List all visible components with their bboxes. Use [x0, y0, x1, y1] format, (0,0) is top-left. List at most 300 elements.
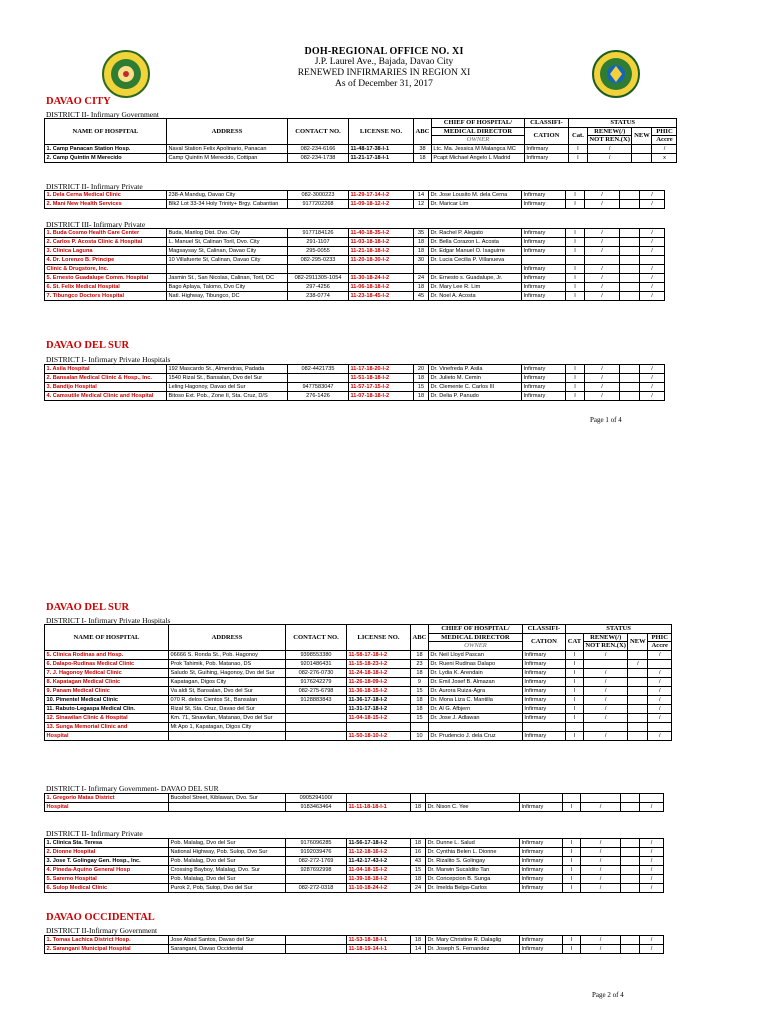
classification: Infirmary: [520, 857, 563, 866]
table-row: [45, 945, 664, 954]
table-row: [45, 247, 665, 256]
doh-seal-icon: [102, 50, 150, 98]
new-status: [621, 875, 640, 884]
renew-status: /: [585, 283, 620, 292]
hospital-table: [44, 364, 665, 401]
new-status: [621, 803, 640, 812]
license-number: 11-53-18-18-I-1: [347, 936, 411, 945]
contact-number: 291-1107: [288, 238, 349, 247]
contact-number: 9177202268: [288, 200, 349, 209]
hospital-name: 6. St. Felix Medical Hospital: [45, 283, 167, 292]
renew-status: /: [583, 668, 628, 677]
abc-beds: 15: [414, 383, 429, 392]
col-owner: OWNER: [466, 136, 490, 144]
renew-status: [585, 256, 620, 265]
address: Pob. Malalag, Dvo del Sur: [169, 839, 286, 848]
contact-number: 297-4256: [288, 283, 349, 292]
renew-status: /: [585, 229, 620, 238]
phic-accreditation: /: [640, 839, 664, 848]
abc-beds: 18: [414, 153, 432, 162]
license-number: 11-50-18-10-I-2: [347, 731, 411, 740]
phic-accreditation: /: [648, 704, 672, 713]
contact-number: 082-234-6166: [288, 144, 349, 153]
new-status: [620, 383, 640, 392]
contact-number: [288, 374, 349, 383]
col-abc: ABC: [411, 625, 429, 651]
renew-status: /: [587, 153, 632, 162]
phic-accreditation: /: [640, 945, 664, 954]
table-row: [45, 857, 664, 866]
report-date: As of December 31, 2017: [335, 79, 433, 89]
address: Crossing Bayboy, Malalag, Dvo. Sur: [169, 866, 286, 875]
contact-number: [286, 945, 347, 954]
col-chief: CHIEF OF HOSPITAL/: [431, 119, 524, 128]
phic-accreditation: [640, 794, 664, 803]
phic-accreditation: /: [640, 392, 665, 401]
contact-number: 082-4421735: [288, 365, 349, 374]
contact-number: 9183463464: [286, 803, 347, 812]
license-number: 11-26-18-09-I-2: [347, 677, 411, 686]
hospital-name: 2. Mani New Health Services: [45, 200, 167, 209]
license-number: 11-57-17-15-I-2: [349, 383, 414, 392]
license-number: 11-31-17-18-I-2: [347, 704, 411, 713]
chief-of-hospital: Dr. Rueni Rudinas Dalapo: [428, 659, 522, 668]
category: I: [565, 659, 583, 668]
license-number: 11-17-18-20-I-2: [349, 365, 414, 374]
address: Bucobol Street, Kiblawan, Dvo. Sur: [169, 794, 286, 803]
col-owner: OWNER: [464, 642, 487, 650]
phic-accreditation: /: [640, 274, 665, 283]
abc-beds: 24: [414, 274, 429, 283]
renew-status: /: [585, 374, 620, 383]
col-cat: CAT: [565, 633, 583, 650]
renew-status: /: [585, 274, 620, 283]
col-name: NAME OF HOSPITAL: [45, 119, 167, 145]
category: I: [566, 229, 585, 238]
chief-of-hospital: Dr. Lucia Cecilia P. Villanueva: [429, 256, 522, 265]
chief-of-hospital: Dr. Jose J. Adlawan: [428, 713, 522, 722]
chief-of-hospital: [428, 722, 522, 731]
contact-number: [286, 875, 347, 884]
address: Jose Abad Santos, Davao del Sur: [169, 936, 286, 945]
hospital-name: 6. Sulop Medical Clinic: [45, 884, 169, 893]
new-status: [628, 731, 648, 740]
chief-of-hospital: Dr. Lydia K. Arendain: [428, 668, 522, 677]
abc-beds: 15: [411, 686, 429, 695]
address: Pob. Malalag, Dvo del Sur: [169, 857, 286, 866]
renew-status: [583, 659, 628, 668]
category: I: [566, 191, 585, 200]
contact-number: 0905294100/: [286, 794, 347, 803]
address: Natl. Highway, Tibungco, DC: [167, 292, 288, 301]
col-renew: RENEW(/): [583, 633, 628, 642]
renew-status: /: [581, 945, 621, 954]
classification: Infirmary: [522, 668, 565, 677]
phic-accreditation: /: [640, 200, 665, 209]
category: I: [565, 731, 583, 740]
renew-status: /: [581, 936, 621, 945]
classification: Infirmary: [520, 884, 563, 893]
district-title: DISTRICT II- Infirmary Private: [46, 829, 143, 838]
category: I: [563, 866, 581, 875]
license-number: 11-21-18-18-I-2: [349, 247, 414, 256]
table-row: [45, 839, 664, 848]
abc-beds: [411, 794, 426, 803]
col-class-2: CATION: [524, 127, 568, 144]
new-status: [628, 722, 648, 731]
hospital-table-header: [44, 624, 672, 741]
hospital-name: 12. Sinawilan Clinic & Hospital: [45, 713, 169, 722]
phic-accreditation: /: [640, 803, 664, 812]
chief-of-hospital: Dr. Edgar Manuel O. Isaguirre: [429, 247, 522, 256]
classification: Infirmary: [522, 695, 565, 704]
renew-status: /: [581, 839, 621, 848]
abc-beds: 38: [414, 144, 432, 153]
address: Va aldi St, Bansalan, Dvo del Sur: [169, 686, 286, 695]
address: [169, 803, 286, 812]
col-chief: CHIEF OF HOSPITAL/: [428, 625, 522, 634]
address: Camp Quintin M Merecido, Cottipan: [167, 153, 288, 162]
chief-of-hospital: Dr. Neil Lloyd Pascan: [428, 650, 522, 659]
hospital-name: Hospital: [45, 731, 169, 740]
new-status: [621, 884, 640, 893]
hospital-name: 1. Gregorio Matas District: [45, 794, 169, 803]
chief-of-hospital: Ltc. Ma. Jessica M Malangca MC: [431, 144, 524, 153]
table-row: [45, 803, 664, 812]
address: Km. 71, Sinawilan, Matanao, Dvo del Sur: [169, 713, 286, 722]
hospital-name: 7. J. Hagonoy Medical Clinic: [45, 668, 169, 677]
category: I: [563, 945, 581, 954]
col-status: STATUS: [565, 625, 671, 634]
phic-accreditation: /: [640, 283, 665, 292]
hospital-name: 1. Tomas Lachica District Hosp.: [45, 936, 169, 945]
contact-number: 9201486431: [286, 659, 347, 668]
new-status: [620, 292, 640, 301]
abc-beds: 18: [411, 668, 429, 677]
table-row: [45, 265, 665, 274]
license-number: 11-04-18-15-I-2: [347, 866, 411, 875]
address: 070 R. delos Cientos St., Bansalan: [169, 695, 286, 704]
new-status: [620, 283, 640, 292]
hospital-name: 1. Buda Cosmo Health Care Center: [45, 229, 167, 238]
table-row: [45, 686, 672, 695]
hospital-name: 8. Kapatagan Medical Clinic: [45, 677, 169, 686]
renew-status: /: [581, 884, 621, 893]
new-status: [621, 936, 640, 945]
abc-beds: 9: [411, 677, 429, 686]
category: I: [568, 153, 587, 162]
contact-number: [286, 704, 347, 713]
phic-accreditation: /: [640, 229, 665, 238]
phic-accreditation: /: [640, 884, 664, 893]
new-status: [628, 695, 648, 704]
license-number: 11-48-17-38-I-1: [349, 144, 414, 153]
phic-accreditation: /: [640, 857, 664, 866]
address: Rizal St, Sta. Cruz, Davao del Sur: [169, 704, 286, 713]
category: I: [565, 695, 583, 704]
renew-status: /: [585, 392, 620, 401]
contact-number: 9176096285: [286, 839, 347, 848]
district-title: DISTRICT I- Infirmary Private Hospitals: [46, 616, 171, 625]
license-number: 11-51-18-18-I-2: [349, 374, 414, 383]
license-number: 11-09-18-12-I-2: [349, 200, 414, 209]
chief-of-hospital: Dr. Clemente C. Carlos III: [429, 383, 522, 392]
phic-accreditation: /: [648, 713, 672, 722]
chief-of-hospital: Dr. Julieto M. Cemin: [429, 374, 522, 383]
renew-status: /: [585, 265, 620, 274]
chief-of-hospital: Dr. Marwin Sucaldito Tan: [426, 866, 520, 875]
chief-of-hospital: [429, 265, 522, 274]
table-row: [45, 722, 672, 731]
col-new: NEW: [632, 127, 652, 144]
col-class-2: CATION: [522, 633, 565, 650]
new-status: [620, 200, 640, 209]
phic-accreditation: [648, 659, 672, 668]
abc-beds: 14: [411, 945, 426, 954]
table-row: [45, 848, 664, 857]
chief-of-hospital: Dr. Bella Corazon L. Acosta: [429, 238, 522, 247]
chief-of-hospital: Dr. Prudencio J. dela Cruz: [428, 731, 522, 740]
address: Buda, Marilog Dist. Dvo. City: [167, 229, 288, 238]
hospital-name: Hospital: [45, 803, 169, 812]
abc-beds: [414, 265, 429, 274]
address: Jasmin St., San Nicolas, Calinan, Toril, DC: [167, 274, 288, 283]
renew-status: /: [583, 650, 628, 659]
category: I: [565, 704, 583, 713]
abc-beds: 18: [414, 247, 429, 256]
col-phic-2: Accre: [648, 642, 672, 651]
category: I: [563, 839, 581, 848]
abc-beds: 16: [411, 848, 426, 857]
renew-status: /: [585, 238, 620, 247]
address: 10 Villafuerte St, Calinan, Davao City: [167, 256, 288, 265]
table-row: [45, 191, 665, 200]
contact-number: [286, 936, 347, 945]
category: I: [566, 392, 585, 401]
district-title: DISTRICT III- Infirmary Private: [46, 220, 146, 229]
table-row: [45, 238, 665, 247]
region-title: DAVAO OCCIDENTAL: [46, 912, 155, 923]
col-license: LICENSE NO.: [349, 119, 414, 145]
address: [167, 265, 288, 274]
classification: Infirmary: [522, 686, 565, 695]
renew-status: /: [581, 803, 621, 812]
chief-of-hospital: Dr. Emil Josef B. Almazan: [428, 677, 522, 686]
new-status: [620, 265, 640, 274]
page-2: [0, 532, 768, 1024]
phic-accreditation: /: [640, 191, 665, 200]
address: Bitoso Ext. Pob., Zone II, Sta. Cruz, D/S: [167, 392, 288, 401]
category: [563, 794, 581, 803]
license-number: 11-20-18-30-I-2: [349, 256, 414, 265]
new-status: [620, 247, 640, 256]
renew-status: [583, 722, 628, 731]
license-number: 11-39-18-18-I-2: [347, 875, 411, 884]
phic-accreditation: /: [648, 686, 672, 695]
category: I: [563, 803, 581, 812]
abc-beds: [411, 722, 429, 731]
table-row: [45, 713, 672, 722]
category: I: [565, 668, 583, 677]
new-status: [628, 686, 648, 695]
contact-number: [286, 713, 347, 722]
abc-beds: 12: [414, 200, 429, 209]
abc-beds: 18: [411, 650, 429, 659]
table-row: [45, 704, 672, 713]
table-row: [45, 283, 665, 292]
classification: Infirmary: [524, 144, 568, 153]
contact-number: 276-1426: [288, 392, 349, 401]
hospital-table: [44, 190, 665, 209]
table-row: [45, 229, 665, 238]
contact-number: 082-272-0318: [286, 884, 347, 893]
table-row: [45, 884, 664, 893]
category: I: [566, 200, 585, 209]
page-gap: [0, 498, 768, 532]
phic-accreditation: /: [640, 848, 664, 857]
region-title: DAVAO DEL SUR: [46, 340, 130, 351]
contact-number: 082-275-6798: [286, 686, 347, 695]
office-address: J.P. Laurel Ave., Bajada, Davao City: [314, 57, 454, 67]
phic-accreditation: /: [652, 144, 677, 153]
classification: Infirmary: [522, 274, 566, 283]
table-row: [45, 144, 677, 153]
abc-beds: 20: [414, 365, 429, 374]
hospital-name: Clinic & Drugstore, Inc.: [45, 265, 167, 274]
renew-status: /: [585, 292, 620, 301]
classification: Infirmary: [522, 650, 565, 659]
address: 1540 Rizal St., Bansalan, Dvo del Sur: [167, 374, 288, 383]
new-status: [620, 229, 640, 238]
category: I: [568, 144, 587, 153]
hospital-name: 5. Saremo Hospital: [45, 875, 169, 884]
phic-accreditation: /: [640, 374, 665, 383]
district-title: DISTRICT II- Infirmary Private: [46, 182, 143, 191]
new-status: [628, 677, 648, 686]
address: Prok Tahimik, Pob. Matanao, DS: [169, 659, 286, 668]
phic-accreditation: x: [652, 153, 677, 162]
address: 192 Mascardo St., Almendras, Padada: [167, 365, 288, 374]
contact-number: 082-234-1738: [288, 153, 349, 162]
license-number: [347, 794, 411, 803]
col-license: LICENSE NO.: [347, 625, 411, 651]
phic-accreditation: /: [648, 695, 672, 704]
hospital-name: 1. Asila Hospital: [45, 365, 167, 374]
new-status: [620, 238, 640, 247]
table-row: [45, 256, 665, 265]
address: Purok 2, Pob, Sulop, Dvo del Sur: [169, 884, 286, 893]
license-number: 11-23-18-45-I-2: [349, 292, 414, 301]
table-row: [45, 274, 665, 283]
contact-number: 9287692998: [286, 866, 347, 875]
contact-number: 9398553380: [286, 650, 347, 659]
col-phic-2: Accre: [652, 136, 677, 145]
new-status: [632, 153, 652, 162]
col-chief-2: MEDICAL DIRECTOR: [428, 633, 522, 642]
license-number: 11-24-18-18-I-2: [347, 668, 411, 677]
license-number: 11-11-18-18-I-1: [347, 803, 411, 812]
renew-status: /: [581, 875, 621, 884]
category: I: [565, 650, 583, 659]
new-status: [628, 650, 648, 659]
renew-status: /: [583, 695, 628, 704]
abc-beds: 18: [411, 704, 429, 713]
phic-accreditation: /: [640, 383, 665, 392]
abc-beds: 10: [411, 731, 429, 740]
col-phic: PHIC: [648, 633, 672, 642]
chief-of-hospital: Dr. Aurora Ruiza-Agra: [428, 686, 522, 695]
abc-beds: 15: [411, 713, 429, 722]
chief-of-hospital: Dr. Rachel P. Alegato: [429, 229, 522, 238]
category: I: [566, 265, 585, 274]
hospital-name: 3. Jose T. Golingay Gen. Hosp., Inc.: [45, 857, 169, 866]
category: I: [565, 713, 583, 722]
hospital-name: 2. Sarangani Municipal Hospital: [45, 945, 169, 954]
address: Pob. Malalag, Dvo del Sur: [169, 875, 286, 884]
chief-of-hospital: Dr. Vinefreda P. Asila: [429, 365, 522, 374]
license-number: 11-29-17-14-I-2: [349, 191, 414, 200]
classification: Infirmary: [520, 866, 563, 875]
abc-beds: 24: [411, 884, 426, 893]
abc-beds: 23: [411, 659, 429, 668]
region-title: DAVAO DEL SUR: [46, 602, 130, 613]
district-title: DISTRICT I- Infirmary Private Hospitals: [46, 355, 171, 364]
classification: Infirmary: [520, 839, 563, 848]
category: I: [566, 247, 585, 256]
abc-beds: 18: [414, 374, 429, 383]
page-1: [0, 0, 768, 498]
page-number: Page 2 of 4: [592, 991, 624, 999]
category: I: [563, 848, 581, 857]
col-chief-2: MEDICAL DIRECTOR: [431, 127, 524, 136]
classification: Infirmary: [520, 803, 563, 812]
hospital-table: [44, 838, 664, 893]
license-number: 11-58-17-18-I-2: [347, 650, 411, 659]
contact-number: [286, 731, 347, 740]
chief-of-hospital: Dr. Ernesto s. Guadalupe, Jr.: [429, 274, 522, 283]
new-status: [620, 392, 640, 401]
category: [566, 256, 585, 265]
phic-accreditation: /: [640, 866, 664, 875]
col-phic: PHIC: [652, 127, 677, 136]
address: [169, 731, 286, 740]
phic-accreditation: /: [648, 650, 672, 659]
license-number: 11-40-18-35-I-2: [349, 229, 414, 238]
chief-of-hospital: Dr. Delia P. Panudo: [429, 392, 522, 401]
phic-accreditation: [640, 256, 665, 265]
hospital-name: 9. Panam Medical Clinic: [45, 686, 169, 695]
abc-beds: 18: [411, 695, 429, 704]
district-title: DISTRICT I- Infirmary Government- DAVAO DEL SUR: [46, 784, 219, 793]
classification: Infirmary: [522, 238, 566, 247]
col-new: NEW: [628, 633, 648, 650]
col-class: CLASSIFI-: [524, 119, 568, 128]
classification: Infirmary: [520, 875, 563, 884]
classification: Infirmary: [522, 247, 566, 256]
classification: Infirmary: [522, 265, 566, 274]
phic-accreditation: /: [640, 265, 665, 274]
new-status: [628, 668, 648, 677]
category: I: [566, 383, 585, 392]
table-row: [45, 936, 664, 945]
license-number: 11-12-18-16-I-2: [347, 848, 411, 857]
hospital-name: 11. Rabuto-Legaspa Medical Clin.: [45, 704, 169, 713]
renew-status: /: [583, 704, 628, 713]
col-contact: CONTACT NO.: [286, 625, 347, 651]
contact-number: 9192039476: [286, 848, 347, 857]
abc-beds: 14: [414, 191, 429, 200]
address: 238-A Mandug, Davao City: [167, 191, 288, 200]
